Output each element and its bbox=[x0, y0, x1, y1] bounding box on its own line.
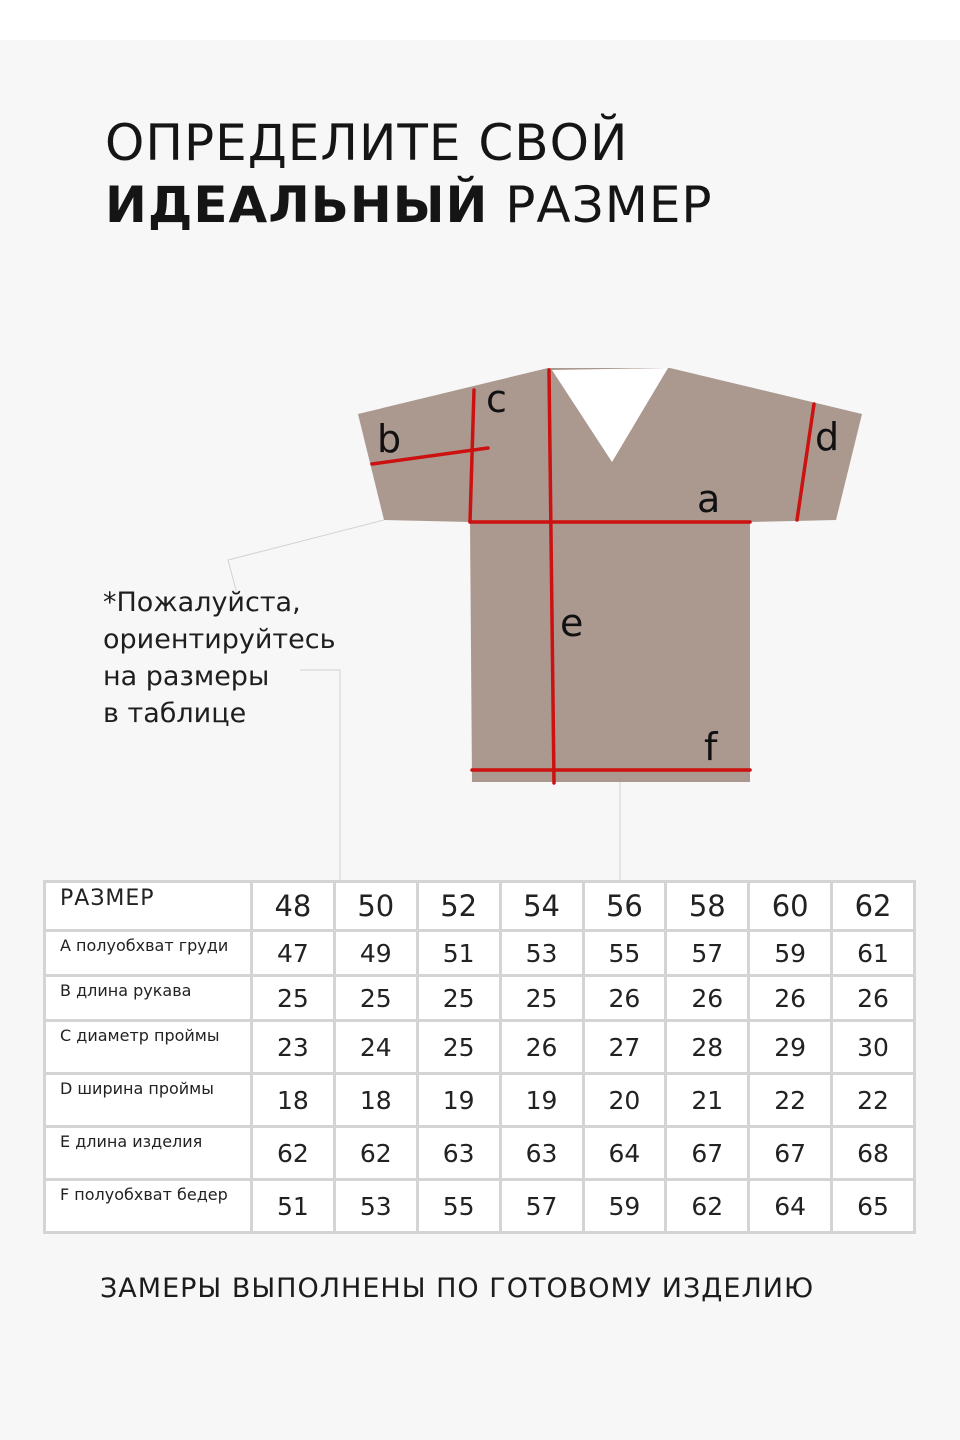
label-b: b bbox=[377, 417, 402, 461]
table-cell: 49 bbox=[336, 932, 416, 974]
table-cell: 57 bbox=[667, 932, 747, 974]
table-cell: 19 bbox=[502, 1075, 582, 1125]
table-cell: 28 bbox=[667, 1022, 747, 1072]
table-cell: 47 bbox=[253, 932, 333, 974]
note-line: на размеры bbox=[103, 661, 270, 692]
table-cell: 26 bbox=[667, 977, 747, 1019]
table-cell: 62 bbox=[253, 1128, 333, 1178]
size-header: 58 bbox=[667, 883, 747, 929]
row-label: Е длина изделия bbox=[46, 1128, 250, 1178]
title-line-1: ОПРЕДЕЛИТЕ СВОЙ bbox=[105, 114, 629, 172]
table-row bbox=[46, 977, 913, 1019]
table-cell: 21 bbox=[667, 1075, 747, 1125]
table-cell: 68 bbox=[833, 1128, 913, 1178]
table-cell: 27 bbox=[585, 1022, 665, 1072]
table-cell: 26 bbox=[502, 1022, 582, 1072]
table-row bbox=[46, 1075, 913, 1125]
table-cell: 55 bbox=[585, 932, 665, 974]
table-cell: 55 bbox=[419, 1181, 499, 1231]
row-label: А полуобхват груди bbox=[46, 932, 250, 974]
note-line: ориентируйтесь bbox=[103, 624, 336, 655]
table-header-row bbox=[46, 883, 913, 929]
size-header: 60 bbox=[750, 883, 830, 929]
table-cell: 25 bbox=[419, 977, 499, 1019]
table-cell: 25 bbox=[502, 977, 582, 1019]
table-cell: 53 bbox=[502, 932, 582, 974]
table-cell: 24 bbox=[336, 1022, 416, 1072]
note-line: *Пожалуйста, bbox=[103, 587, 301, 618]
table-cell: 30 bbox=[833, 1022, 913, 1072]
table-cell: 57 bbox=[502, 1181, 582, 1231]
table-cell: 20 bbox=[585, 1075, 665, 1125]
size-header: 62 bbox=[833, 883, 913, 929]
table-cell: 62 bbox=[667, 1181, 747, 1231]
table-cell: 53 bbox=[336, 1181, 416, 1231]
table-cell: 64 bbox=[750, 1181, 830, 1231]
size-header: 52 bbox=[419, 883, 499, 929]
size-header: 54 bbox=[502, 883, 582, 929]
table-cell: 67 bbox=[750, 1128, 830, 1178]
table-row bbox=[46, 932, 913, 974]
row-label: С диаметр проймы bbox=[46, 1022, 250, 1072]
table-cell: 22 bbox=[833, 1075, 913, 1125]
size-table bbox=[43, 880, 916, 1234]
table-row bbox=[46, 1181, 913, 1231]
note-line: в таблице bbox=[103, 698, 247, 729]
label-f: f bbox=[704, 725, 718, 769]
label-a: a bbox=[697, 477, 721, 521]
size-note bbox=[103, 584, 336, 732]
table-cell: 59 bbox=[750, 932, 830, 974]
table-cell: 29 bbox=[750, 1022, 830, 1072]
label-e: e bbox=[560, 601, 584, 645]
table-cell: 18 bbox=[253, 1075, 333, 1125]
table-cell: 18 bbox=[336, 1075, 416, 1125]
title-word: РАЗМЕР bbox=[505, 176, 713, 234]
table-cell: 26 bbox=[750, 977, 830, 1019]
size-header: 48 bbox=[253, 883, 333, 929]
table-row bbox=[46, 1128, 913, 1178]
table-cell: 25 bbox=[419, 1022, 499, 1072]
table-cell: 26 bbox=[833, 977, 913, 1019]
table-row bbox=[46, 1022, 913, 1072]
header-label: РАЗМЕР bbox=[46, 883, 250, 929]
size-header: 50 bbox=[336, 883, 416, 929]
table-cell: 22 bbox=[750, 1075, 830, 1125]
table-cell: 62 bbox=[336, 1128, 416, 1178]
footer-note: ЗАМЕРЫ ВЫПОЛНЕНЫ ПО ГОТОВОМУ ИЗДЕЛИЮ bbox=[100, 1273, 815, 1304]
table-cell: 51 bbox=[419, 932, 499, 974]
row-label: В длина рукава bbox=[46, 977, 250, 1019]
table-cell: 51 bbox=[253, 1181, 333, 1231]
table-cell: 19 bbox=[419, 1075, 499, 1125]
table-cell: 59 bbox=[585, 1181, 665, 1231]
table-cell: 23 bbox=[253, 1022, 333, 1072]
row-label: D ширина проймы bbox=[46, 1075, 250, 1125]
size-header: 56 bbox=[585, 883, 665, 929]
table-cell: 61 bbox=[833, 932, 913, 974]
table-cell: 67 bbox=[667, 1128, 747, 1178]
table-cell: 65 bbox=[833, 1181, 913, 1231]
label-d: d bbox=[815, 415, 840, 459]
label-c: c bbox=[486, 377, 507, 421]
title-bold-word: ИДЕАЛЬНЫЙ bbox=[105, 176, 489, 234]
table-cell: 25 bbox=[336, 977, 416, 1019]
table-cell: 64 bbox=[585, 1128, 665, 1178]
row-label: F полуобхват бедер bbox=[46, 1181, 250, 1231]
table-cell: 25 bbox=[253, 977, 333, 1019]
table-cell: 63 bbox=[502, 1128, 582, 1178]
table-cell: 26 bbox=[585, 977, 665, 1019]
table-cell: 63 bbox=[419, 1128, 499, 1178]
